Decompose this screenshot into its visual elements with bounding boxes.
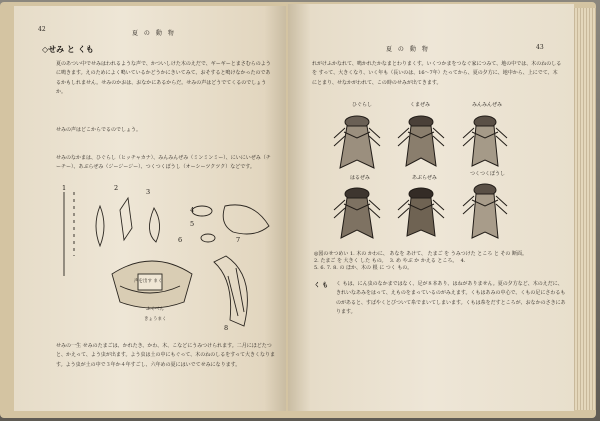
figure-number-8: 8 xyxy=(224,324,229,332)
cicada-label-5: あぶらぜみ xyxy=(412,175,437,181)
page-edges xyxy=(574,8,596,410)
cicada-label-4: はるぜみ xyxy=(350,175,370,181)
figure-number-3: 3 xyxy=(146,188,151,196)
label-skin: きょうまく xyxy=(144,317,167,322)
cicada-illustration-4 xyxy=(330,180,384,246)
cicada-illustration-6 xyxy=(458,176,512,246)
figure-number-6: 6 xyxy=(178,236,183,244)
question-paragraph: せみの声はどこからでるのでしょう。 xyxy=(56,127,141,133)
figure-number-7: 7 xyxy=(236,236,241,244)
cicada-label-2: くまぜみ xyxy=(410,102,431,108)
label-chamber: 声を出す まく xyxy=(134,279,163,284)
lifecycle-paragraph: せみの一生 せみのたまごは、かれたき、かわ、木、こなどにうみつけられます。二月にほどたつと、かえって、よう虫が出ます。よう虫は土の中にもぐって、木のねのしるをすって大きくなります。よう虫が土の中で３年か４年すごし、六年めの夏にはいでてせみになります。 xyxy=(56,343,276,368)
cicada-label-1: ひぐらし xyxy=(352,102,373,108)
cicada-illustration-1 xyxy=(330,108,384,174)
kumo-paragraph: く もは、にん虫のなかまではなく、足が８本あり、はねがありません。夏の夕方など、木のえだに、きれいなあみをはって、えものをまっているのがみえます。くもはあみの中心で、くもの足にさわるものがあると、すばやくとびついて糸でまいてしまいます。くもは糸をだすところが、おなかのさきにあります。 xyxy=(336,281,566,315)
figure-number-2: 2 xyxy=(114,184,119,192)
running-head: 夏 の 動 物 xyxy=(132,30,176,37)
cicada-illustration-2 xyxy=(394,108,448,174)
running-head: 夏 の 動 物 xyxy=(386,46,430,53)
section-title: ◇せみ と くも xyxy=(42,44,94,54)
names-paragraph: せみのなかまは、ひぐらし（ヒッチャカナ）、みんみんぜみ（ミンミンミー）、にいにいぜみ（チーチー）、あぶらぜみ（ジージージー）、つくつくぼうし（オーシーツクツク）などです。 xyxy=(56,155,271,171)
figure-number-4: 4 xyxy=(190,206,195,214)
page-number: 43 xyxy=(536,44,544,51)
cicada-label-6: つくつくぼうし xyxy=(470,171,506,177)
kumo-title: く も xyxy=(314,282,329,289)
right-page xyxy=(288,4,574,411)
page-number: 42 xyxy=(38,26,46,33)
cicada-illustration-3 xyxy=(458,108,512,174)
label-valve: ふくべん xyxy=(146,307,164,312)
intro-paragraph: れがけふかなれて、鳴かれたかなまとわりまくす。いくつかまをつなぐ家につみて、地の中では、木のねのしるを すって、大きくなり、いく年も（長いのは、16～7年）たってから、夏の夕方に、地中から、上にでて、木にとまり、せなかがわれて、この時のせみが出てきます。 xyxy=(312,61,562,86)
figure-number-1: 1 xyxy=(62,184,67,192)
figure-number-5: 5 xyxy=(190,220,195,228)
left-page xyxy=(14,6,286,411)
figure-caption: ◎図のせつめい 1. 木の かわに、 あなを あけて、 たまご を うみつけた ところ と その 断面。 2. たまご を 大きく した もの。 3. め やぶ か かえる ところ。 4. 5. 6. 7. 8. の ほか、木の 根 に つく もの。 xyxy=(314,251,528,271)
cicada-illustration-5 xyxy=(394,180,448,246)
cicada-label-3: みんみんぜみ xyxy=(472,102,503,108)
intro-paragraph: 夏のあつい中でせみはわれるような声で、かついしけた木のえだで、ギーギーとまさむらのように鳴きます。えのためによく鳴いているかどうかにきいてみて、おそすると鳴けなかったのであるかもしれません。せみのかおは、おなかにあるからだ。せみの声はどうでてくるのでしょうか。 xyxy=(56,61,271,95)
anatomy-figure xyxy=(50,186,278,336)
